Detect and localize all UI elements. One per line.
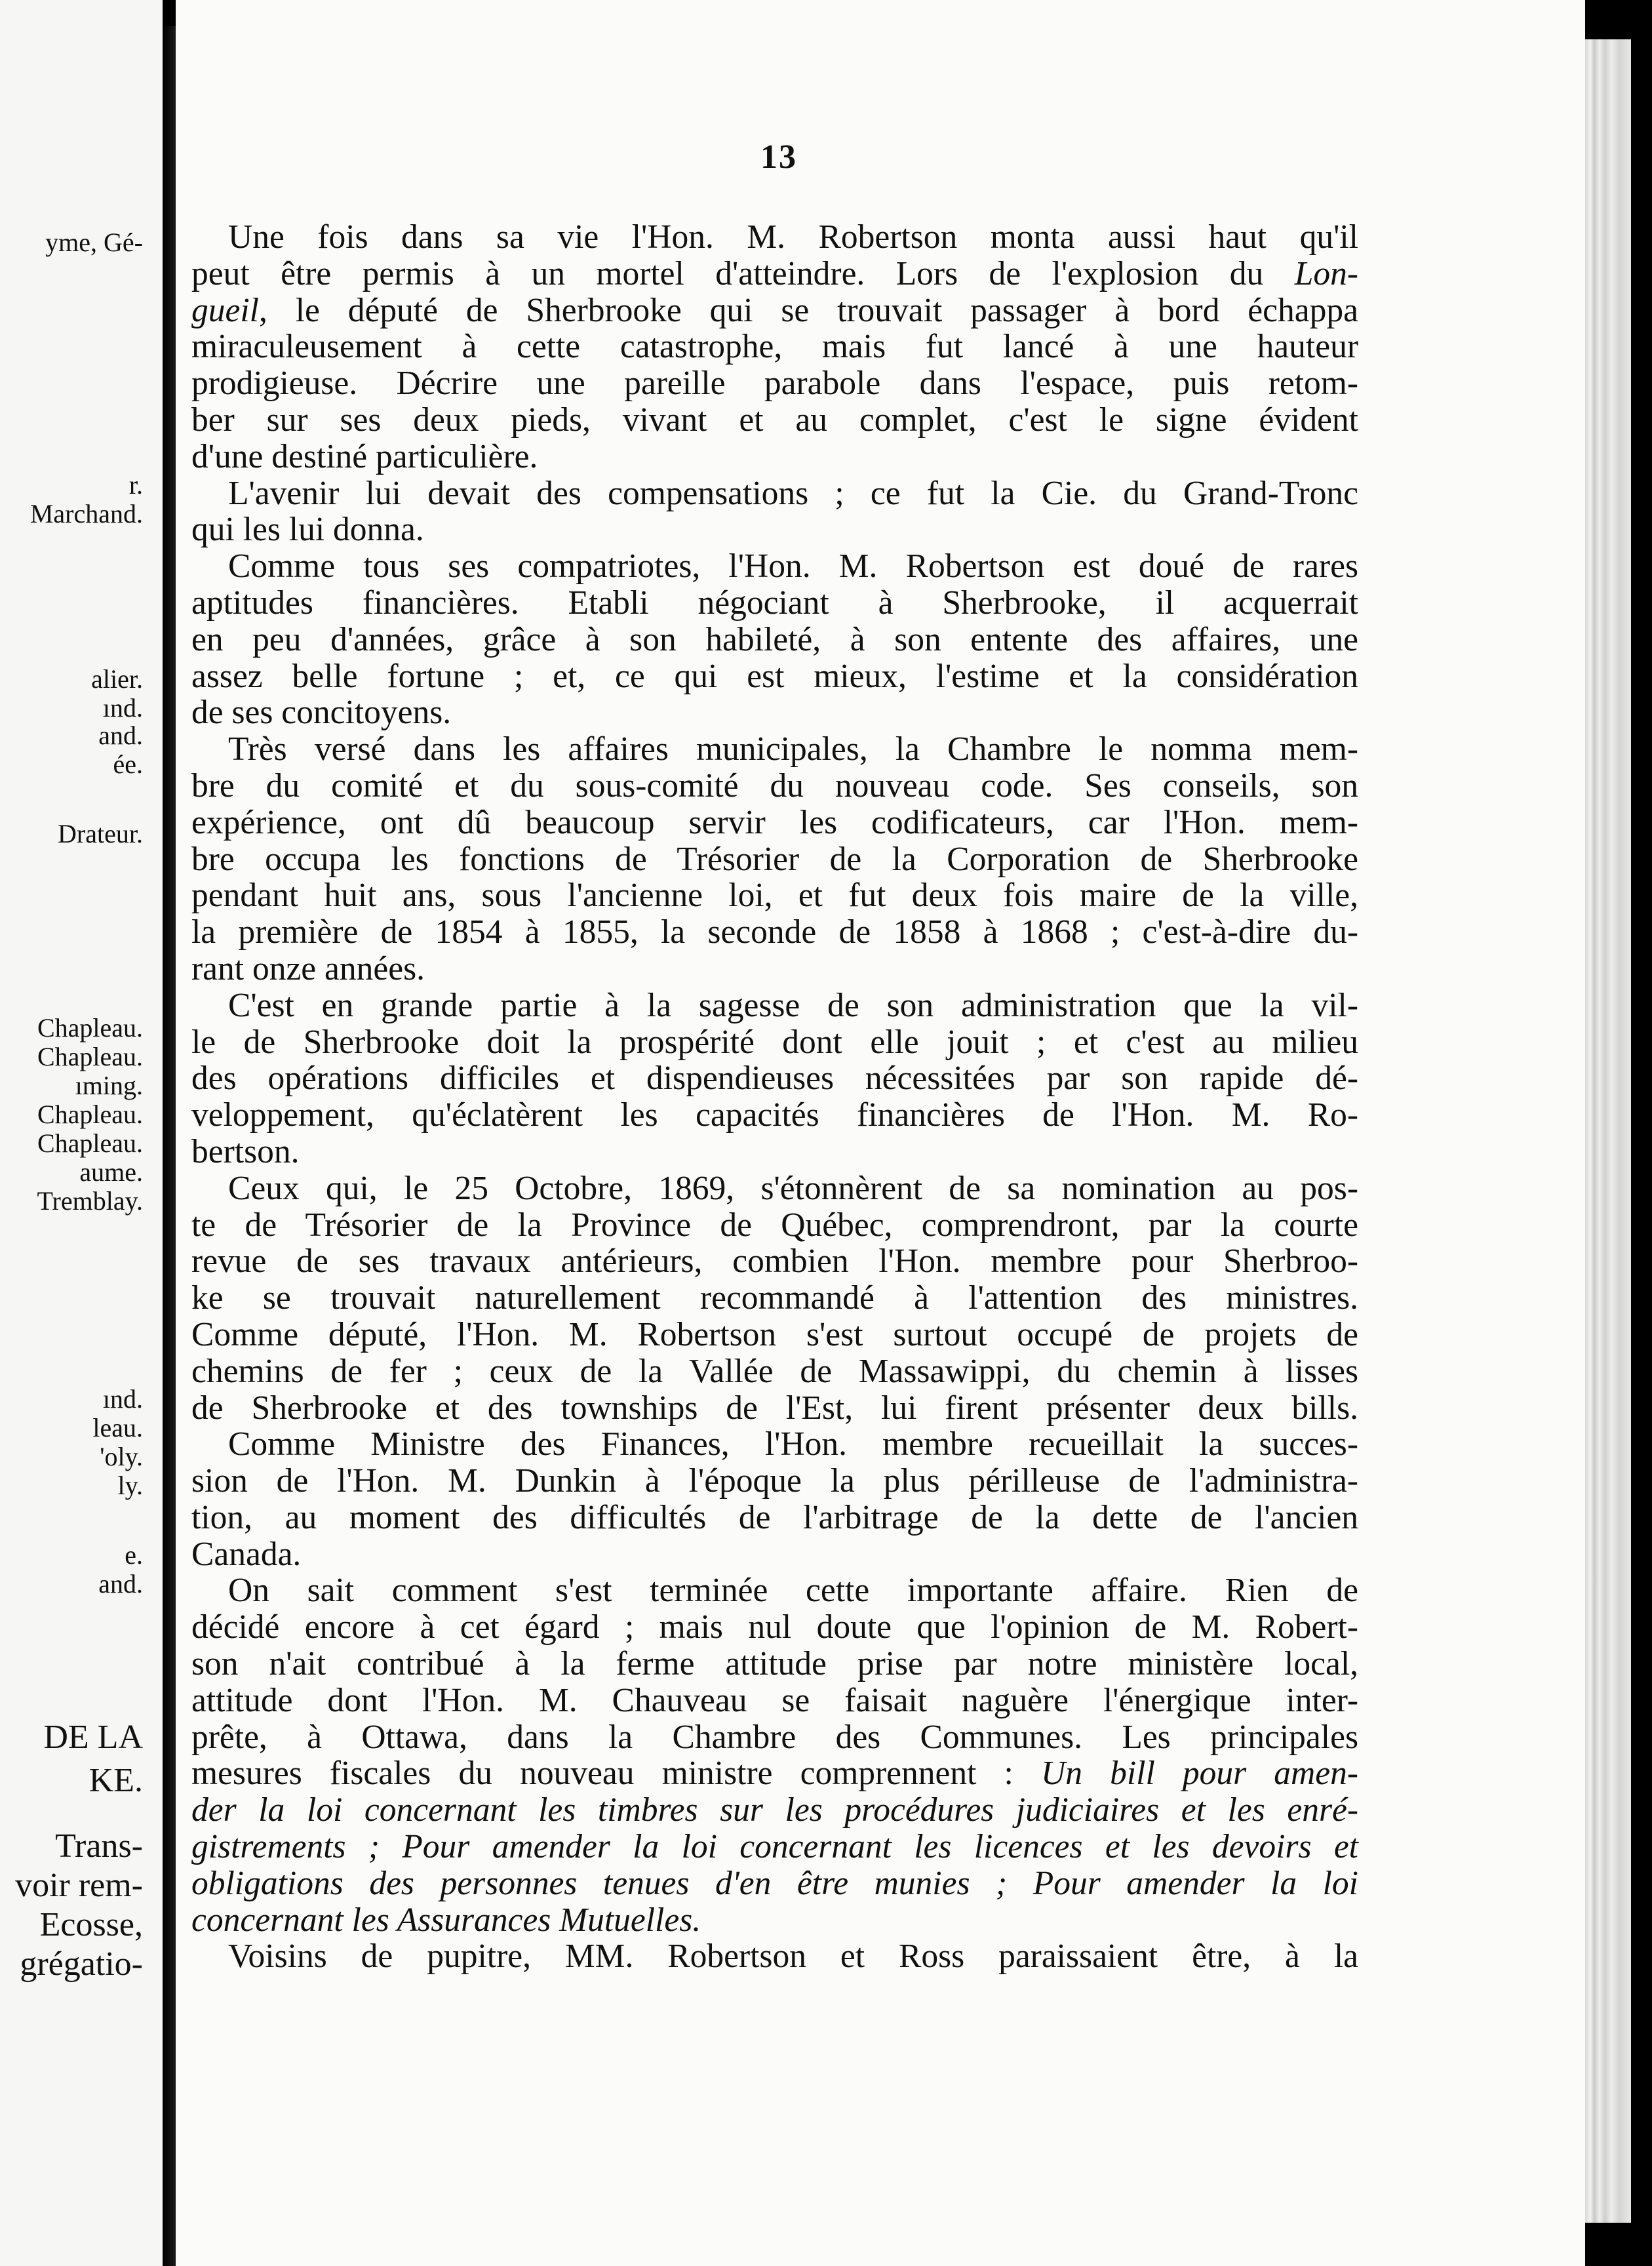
facing-page-line: Chapleau. [37, 1100, 143, 1129]
text-line: bre du comité et du sous-comité du nouveau code. Ses conseils, son [191, 766, 1358, 805]
text-line: Comme tous ses compatriotes, l'Hon. M. Robertson est doué de rares [228, 547, 1358, 586]
facing-page-line: Chapleau. [37, 1128, 143, 1158]
facing-page-line: and. [98, 1569, 143, 1599]
text-line: de ses concitoyens. [191, 694, 452, 732]
italic-text: Lon- [1294, 254, 1358, 292]
text-line: prête, à Ottawa, dans la Chambre des Communes. Les principales [191, 1718, 1358, 1756]
text-line: sion de l'Hon. M. Dunkin à l'époque la plus périlleuse de l'administra- [191, 1462, 1358, 1500]
text-line: C'est en grande partie à la sagesse de son administration que la vil- [228, 986, 1358, 1024]
text-line: veloppement, qu'éclatèrent les capacités financières de l'Hon. M. Ro- [191, 1096, 1358, 1134]
text-line: attitude dont l'Hon. M. Chauveau se faisait naguère l'énergique inter- [191, 1681, 1358, 1719]
text-line: de Sherbrooke et des townships de l'Est, lui firent présenter deux bills. [191, 1389, 1358, 1427]
facing-page-line: Chapleau. [37, 1013, 143, 1043]
text-line: la première de 1854 à 1855, la seconde de 1858 à 1868 ; c'est-à-dire du- [191, 913, 1358, 951]
text-line: expérience, ont dû beaucoup servir les codificateurs, car l'Hon. mem- [191, 803, 1358, 841]
text-line: Canada. [191, 1535, 302, 1573]
italic-text: gueil [191, 291, 259, 329]
paragraph [191, 987, 1358, 1170]
facing-page-line: ınd. [102, 693, 143, 723]
facing-page-line: aume. [79, 1157, 143, 1187]
text-line: ber sur ses deux pieds, vivant et au complet, c'est le signe évident [191, 401, 1358, 439]
facing-page-line: grégatio- [20, 1945, 143, 1983]
text-line: On sait comment s'est terminée cette importante affaire. Rien de [228, 1572, 1358, 1610]
text-line: Voisins de pupitre, MM. Robertson et Ross paraissaient être, à la [228, 1938, 1358, 1976]
facing-page-line: alier. [91, 664, 143, 694]
facing-page-line: DE LA [43, 1719, 143, 1756]
paragraph [191, 1572, 1358, 1938]
text-line: L'avenir lui devait des compensations ; ce fut la Cie. du Grand-Tronc [228, 474, 1358, 512]
facing-page-line: Ecosse, [39, 1906, 143, 1943]
text-line: aptitudes financières. Etabli négociant à Sherbrooke, il acquerrait [191, 584, 1358, 622]
facing-page-line: leau. [92, 1413, 143, 1442]
text-line: des opérations difficiles et dispendieuses nécessitées par son rapide dé- [191, 1060, 1358, 1098]
facing-page-line: Tremblay. [37, 1186, 143, 1216]
text-line: assez belle fortune ; et, ce qui est mieux, l'estime et la considération [191, 657, 1358, 695]
text-line: tion, au moment des difficultés de l'arbitrage de la dette de l'ancien [191, 1498, 1358, 1536]
facing-page-line: voir rem- [15, 1867, 143, 1904]
facing-page-line: 'oly. [100, 1442, 143, 1471]
facing-page-line: Chapleau. [37, 1042, 143, 1071]
text-line: Une fois dans sa vie l'Hon. M. Robertson monta aussi haut qu'il [228, 218, 1358, 256]
facing-page [0, 0, 163, 2266]
paragraph [191, 219, 1358, 475]
text-line: Ceux qui, le 25 Octobre, 1869, s'étonnèrent de sa nomination au pos- [228, 1169, 1358, 1207]
facing-page-line: r. [128, 470, 143, 500]
text-line: décidé encore à cet égard ; mais nul doute que l'opinion de M. Robert- [191, 1608, 1358, 1646]
text-line: Comme député, l'Hon. M. Robertson s'est surtout occupé de projets de [191, 1315, 1358, 1353]
facing-page-line: ıming. [75, 1071, 143, 1100]
text-line: le de Sherbrooke doit la prospérité dont elle jouit ; et c'est au milieu [191, 1023, 1358, 1061]
page-number: 13 [760, 138, 797, 176]
facing-page-line: yme, Gé- [45, 228, 143, 257]
facing-page-line: e. [125, 1540, 143, 1570]
facing-page-line: KE. [88, 1762, 143, 1799]
text-line: miraculeusement à cette catastrophe, mais fut lancé à une hauteur [191, 328, 1358, 366]
paragraph [191, 548, 1358, 731]
text-line: peut être permis à un mortel d'atteindre. Lors de l'explosion du Lon- [191, 254, 1358, 292]
text-line: rant onze années. [191, 949, 425, 987]
text-line: qui les lui donna. [191, 511, 424, 549]
text-line: en peu d'années, grâce à son habileté, à son entente des affaires, une [191, 620, 1358, 658]
facing-page-line: Trans- [55, 1827, 143, 1865]
paragraph [191, 1170, 1358, 1427]
paragraph [191, 1938, 1358, 1975]
page-stack-edge [1585, 39, 1631, 2223]
text-line: Très versé dans les affaires municipales, la Chambre le nomma mem- [228, 730, 1358, 768]
text-line: pendant huit ans, sous l'ancienne loi, et fut deux fois maire de la ville, [191, 877, 1358, 915]
facing-page-line: Marchand. [30, 499, 143, 528]
text-line: son n'ait contribué à la ferme attitude prise par notre ministère local, [191, 1645, 1358, 1683]
text-line: revue de ses travaux antérieurs, combien l'Hon. membre pour Sherbroo- [191, 1242, 1358, 1281]
facing-page-line: ée. [113, 749, 143, 779]
paragraph [191, 475, 1358, 549]
text-line: der la loi concernant les timbres sur les procédures judiciaires et les enré- [191, 1791, 1358, 1829]
italic-text: Un bill pour amen- [1041, 1755, 1358, 1793]
body-text [191, 219, 1358, 1975]
text-line: concernant les Assurances Mutuelles. [191, 1901, 701, 1939]
text-line: d'une destiné particulière. [191, 437, 538, 475]
text-line: bertson. [191, 1132, 300, 1170]
text-line: obligations des personnes tenues d'en être munies ; Pour amender la loi [191, 1864, 1358, 1902]
text-line: te de Trésorier de la Province de Québec, comprendront, par la courte [191, 1206, 1358, 1244]
text-line: gistrements ; Pour amender la loi concernant les licences et les devoirs et [191, 1828, 1358, 1866]
text-line: mesures fiscales du nouveau ministre comprennent : Un bill pour amen- [191, 1755, 1358, 1793]
facing-page-line: ly. [117, 1471, 143, 1500]
facing-page-line: and. [98, 721, 143, 750]
paragraph [191, 1426, 1358, 1572]
text-line: prodigieuse. Décrire une pareille parabole dans l'espace, puis retom- [191, 365, 1358, 403]
text-line: gueil, le député de Sherbrooke qui se trouvait passager à bord échappa [191, 291, 1358, 329]
facing-page-line: ınd. [102, 1384, 143, 1414]
text-line: chemins de fer ; ceux de la Vallée de Massawippi, du chemin à lisses [191, 1352, 1358, 1390]
facing-page-line: Drateur. [58, 819, 143, 848]
text-line: Comme Ministre des Finances, l'Hon. membre recueillait la succes- [228, 1425, 1358, 1463]
text-line: bre occupa les fonctions de Trésorier de la Corporation de Sherbrooke [191, 840, 1358, 878]
paragraph [191, 731, 1358, 987]
text-line: ke se trouvait naturellement recommandé à l'attention des ministres. [191, 1279, 1358, 1317]
